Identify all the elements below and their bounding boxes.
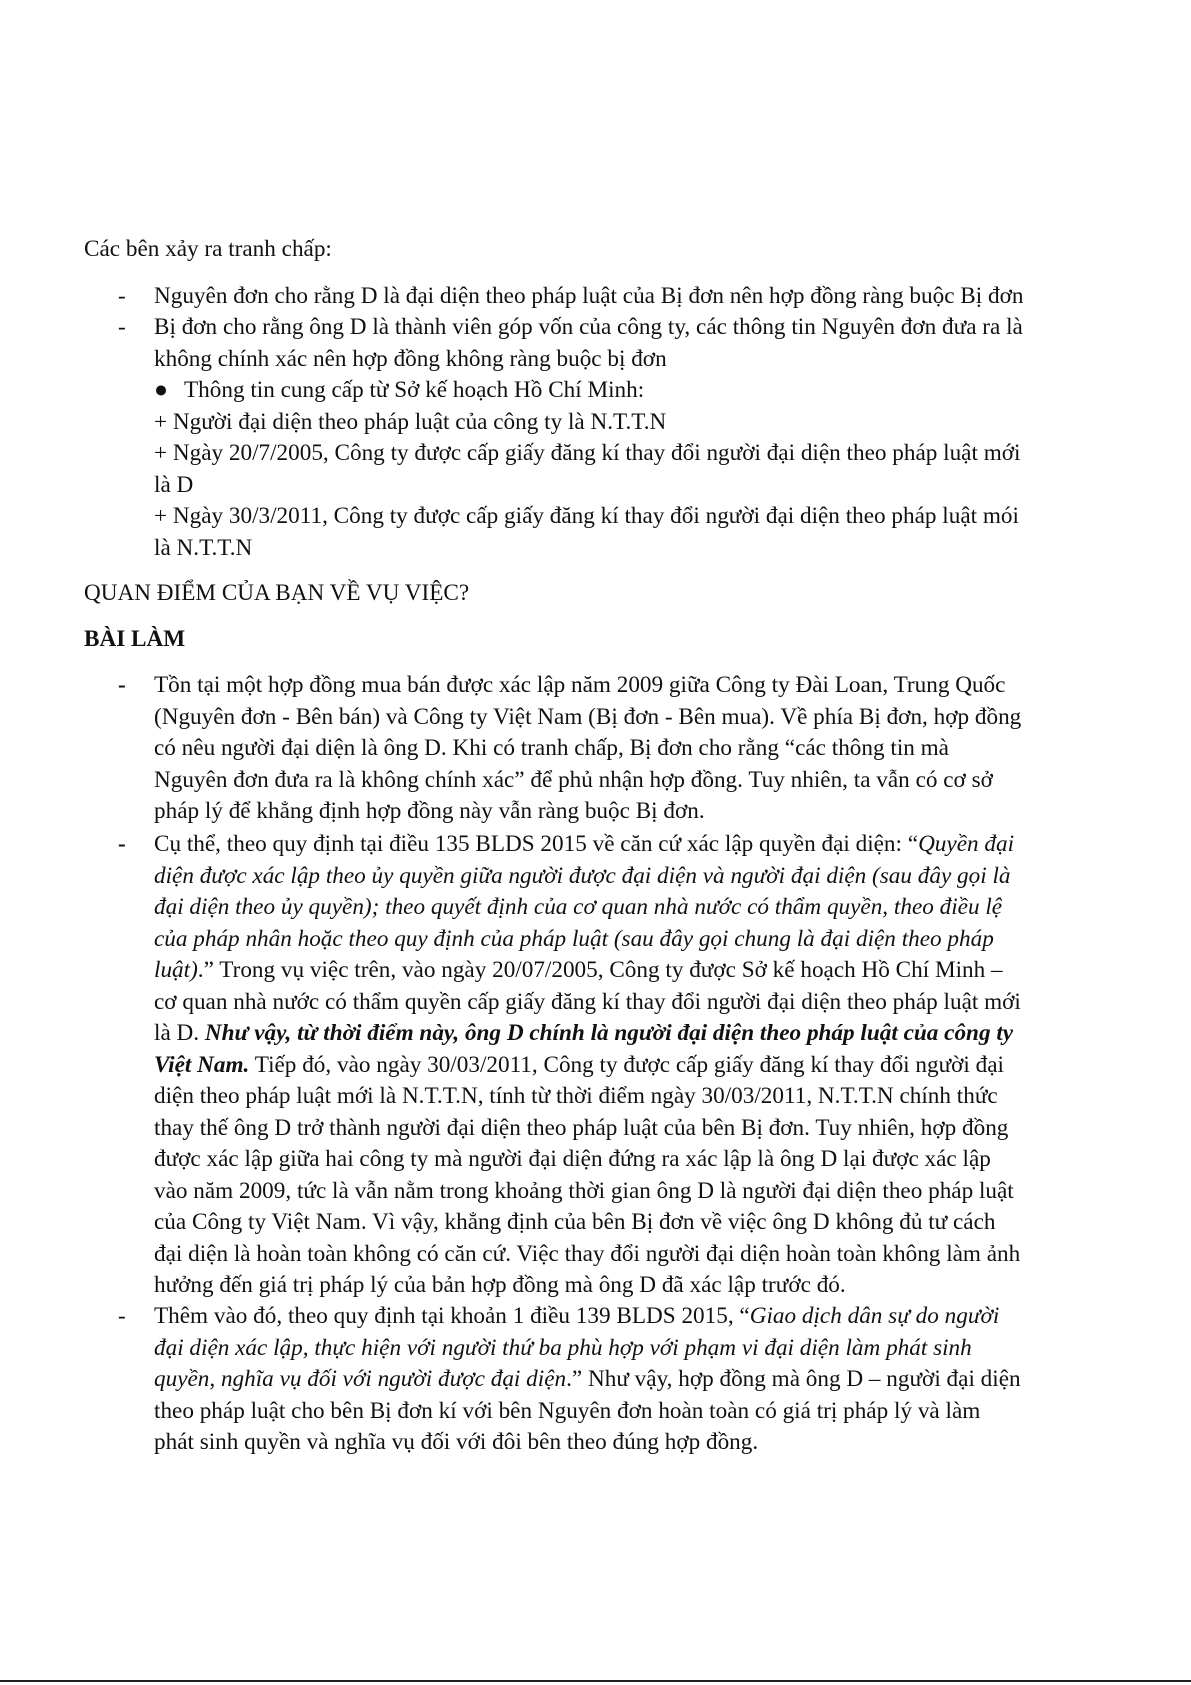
answer-line: theo pháp luật cho bên Bị đơn kí với bên Nguyên đơn hoàn toàn có giá trị pháp lý và làm [154,1397,981,1424]
info-plus-line: + Ngày 30/3/2011, Công ty được cấp giấy đăng kí thay đổi người đại diện theo pháp luật mói [154,503,1019,529]
emphasis-text: Như vậy, từ thời điểm này, ông D chính là người đại diện theo pháp luật của công ty [204,1020,1014,1046]
answer-text: Thêm vào đó, theo quy định tại khoản 1 điều 139 BLDS 2015, “ [154,1303,750,1329]
answer-line [154,1050,1114,1082]
law-quote: Quyền đại [918,831,1015,857]
page-bottom-rule [0,1680,1191,1682]
answer-line [154,829,1114,861]
answer-line: pháp lý để khẳng định hợp đồng này vẫn ràng buộc Bị đơn. [154,798,705,824]
law-quote-line: đại diện theo ủy quyền); theo quyết định của cơ quan nhà nước có thẩm quyền, theo điều lệ [154,894,1003,920]
list-dash: - [118,1303,126,1329]
answer-heading: BÀI LÀM [84,626,186,652]
question-heading: QUAN ĐIỂM CỦA BẠN VỀ VỤ VIỆC? [84,580,470,606]
law-quote-line: đại diện xác lập, thực hiện với người thứ ba phù hợp với phạm vi đại diện làm phát sinh [154,1334,972,1361]
dispute-line: Bị đơn cho rằng ông D là thành viên góp vốn của công ty, các thông tin Nguyên đơn đưa ra là [154,314,1023,340]
info-plus-line: là D [154,471,194,498]
info-bullet [154,375,1114,407]
answer-text: là D. [154,1020,205,1046]
answer-line: được xác lập giữa hai công ty mà người đại diện đứng ra xác lập là ông D lại được xác lập [154,1146,991,1172]
law-quote: Giao dịch dân sự do người [749,1303,1000,1329]
answer-line: (Nguyên đơn - Bên bán) và Công ty Việt Nam (Bị đơn - Bên mua). Về phía Bị đơn, hợp đồng [154,703,1022,730]
list-dash: - [118,831,126,857]
answer-line [154,1301,1114,1333]
answer-line: có nêu người đại diện là ông D. Khi có tranh chấp, Bị đơn cho rằng “các thông tin mà [154,735,949,761]
info-plus-line: + Ngày 20/7/2005, Công ty được cấp giấy đăng kí thay đổi người đại diện theo pháp luật mới [154,440,1021,466]
answer-line: Nguyên đơn đưa ra là không chính xác” để phủ nhận hợp đồng. Tuy nhiên, ta vẫn có cơ sở [154,766,993,793]
answer-text: Cụ thể, theo quy định tại điều 135 BLDS 2015 về căn cứ xác lập quyền đại diện: “ [154,831,919,857]
list-dash: - [118,314,126,340]
info-plus-line: + Người đại diện theo pháp luật của công ty là N.T.T.N [154,408,667,435]
answer-line [154,1018,1114,1050]
intro-text: Các bên xảy ra tranh chấp: [84,236,332,262]
emphasis-text: Việt Nam. [154,1051,250,1078]
list-dash: - [118,672,126,698]
law-quote: quyền, nghĩa vụ đối với người được đại diện [154,1366,567,1392]
answer-line: hưởng đến giá trị pháp lý của bản hợp đồng mà ông D đã xác lập trước đó. [154,1272,846,1298]
answer-line: của Công ty Việt Nam. Vì vậy, khẳng định của bên Bị đơn về việc ông D không đủ tư cách [154,1209,996,1235]
answer-line [154,955,1114,987]
dispute-line: Nguyên đơn cho rằng D là đại diện theo pháp luật của Bị đơn nên hợp đồng ràng buộc Bị đơn [154,283,1024,309]
info-plus-line: là N.T.T.N [154,534,253,561]
answer-line: Tồn tại một hợp đồng mua bán được xác lập năm 2009 giữa Công ty Đài Loan, Trung Quốc [154,672,1006,698]
answer-line [154,1364,1114,1396]
dispute-line: không chính xác nên hợp đồng không ràng buộc bị đơn [154,345,667,372]
law-quote: luật) [154,957,198,983]
answer-line: cơ quan nhà nước có thẩm quyền cấp giấy đăng kí thay đổi người đại diện theo pháp luật mới [154,988,1021,1015]
list-dash: - [118,283,126,309]
info-bullet-text: Thông tin cung cấp từ Sở kế hoạch Hồ Chí Minh: [184,377,645,403]
answer-line: phát sinh quyền và nghĩa vụ đối với đôi bên theo đúng hợp đồng. [154,1429,759,1455]
answer-text: Tiếp đó, vào ngày 30/03/2011, Công ty được cấp giấy đăng kí thay đổi người đại [249,1051,1005,1078]
law-quote-line: của pháp nhân hoặc theo quy định của pháp luật (sau đây gọi chung là đại diện theo pháp [154,925,994,952]
bullet-dot-icon: ● [154,377,169,403]
answer-line: diện theo pháp luật mới là N.T.T.N, tính từ thời điểm ngày 30/03/2011, N.T.T.N chính thức [154,1083,998,1109]
answer-line: vào năm 2009, tức là vẫn nằm trong khoảng thời gian ông D là người đại diện theo pháp luật [154,1177,1014,1204]
answer-line: thay thế ông D trở thành người đại diện theo pháp luật của bên Bị đơn. Tuy nhiên, hợp đồng [154,1114,1009,1141]
answer-line: đại diện là hoàn toàn không có căn cứ. Việc thay đổi người đại diện hoàn toàn không làm ảnh [154,1240,1021,1267]
answer-text: .” Trong vụ việc trên, vào ngày 20/07/2005, Công ty được Sở kế hoạch Hồ Chí Minh – [197,957,1003,983]
law-quote-line: diện được xác lập theo ủy quyền giữa người được đại diện và người đại diện (sau đây gọi là [154,862,1011,889]
answer-text: .” Như vậy, hợp đồng mà ông D – người đại diện [566,1366,1021,1392]
